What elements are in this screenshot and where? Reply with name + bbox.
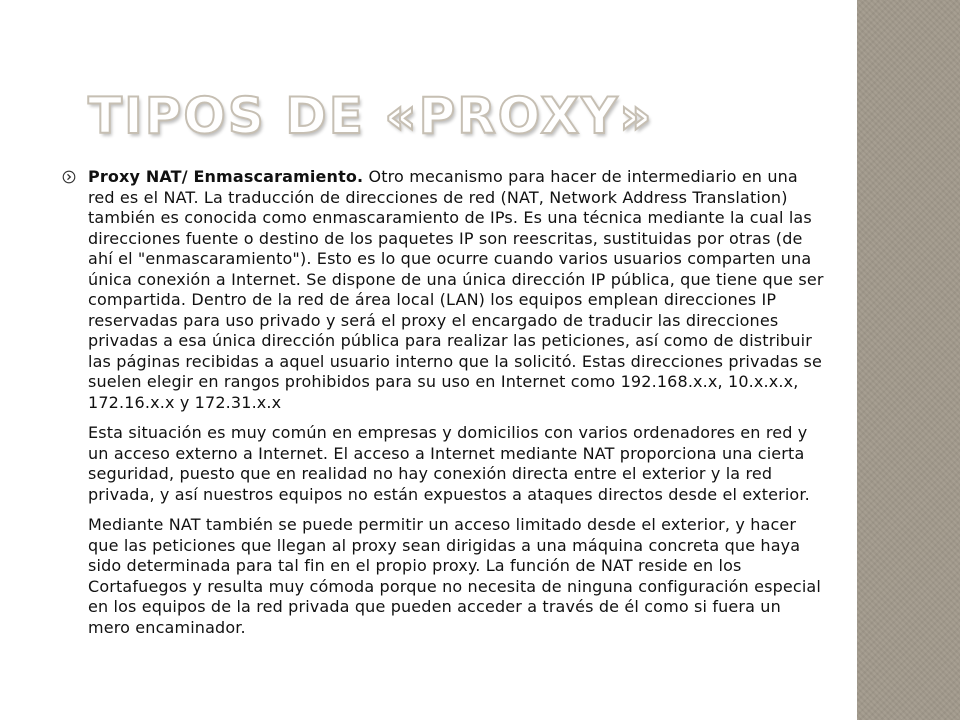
decorative-sidebar	[857, 0, 960, 720]
paragraph-nat-access: Mediante NAT también se puede permitir un acceso limitado desde el exterior, y hacer que las peticiones que llegan al proxy sean dirigidas a una máquina concreta que haya sido determinada para tal fin en el propio proxy. La función de NAT reside en los Cortafuegos y resulta muy cómoda porque no necesita de ninguna configuración especial en los equipos de la red privada que pueden acceder a través de él como si fuera un mero encaminador.	[88, 515, 821, 637]
bullet-text: Otro mecanismo para hacer de intermediario en una red es el NAT. La traducción de direcciones de red (NAT, Network Address Translation) también es conocida como enmascaramiento de IPs. Es una técnica mediante la cual las direcciones fuente o destino de los paquetes IP son reescritas, sustituidas por otras (de ahí el "enmascaramiento"). Esto es lo que ocurre cuando varios usuarios comparten una única conexión a Internet. Se dispone de una única dirección IP pública, que tiene que ser compartida. Dentro de la red de área local (LAN) los equipos emplean direcciones IP reservadas para uso privado y será el proxy el encargado de traducir las direcciones privadas a esa única dirección pública para realizar las peticiones, así como de distribuir las páginas recibidas a aquel usuario interno que la solicitó. Estas direcciones privadas se suelen elegir en rangos prohibidos para su uso en Internet como 192.168.x.x, 10.x.x.x, 172.16.x.x y 172.31.x.x	[88, 167, 824, 412]
paragraph-situation: Esta situación es muy común en empresas y domicilios con varios ordenadores en red y un acceso externo a Internet. El acceso a Internet mediante NAT proporciona una cierta seguridad, puesto que en realidad no hay conexión directa entre el exterior y la red privada, y así nuestros equipos no están expuestos a ataques directos desde el exterior.	[88, 423, 810, 504]
slide-body	[88, 167, 826, 648]
bullet-item	[88, 167, 826, 413]
circled-chevron-icon	[62, 170, 76, 184]
slide-title: TIPOS DE «PROXY»	[88, 87, 654, 145]
bullet-heading: Proxy NAT/ Enmascaramiento.	[88, 167, 364, 186]
